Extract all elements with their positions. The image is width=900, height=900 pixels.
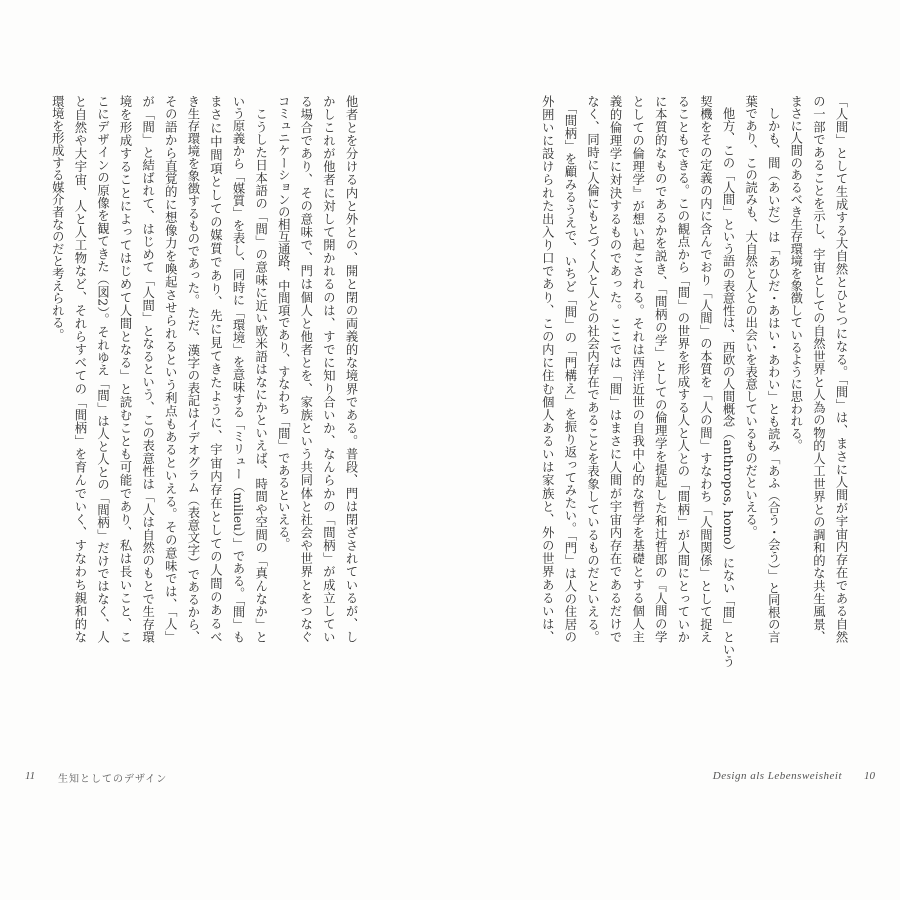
text-column: 他方、この「人間」という語の表意性は、西欧の人間概念（anthropos, homo）にない「間」という xyxy=(721,95,736,668)
text-column: 「人間」として生成する大自然とひとつになる。「間」は、まさに人間が宇宙内存在である自然 xyxy=(834,95,848,643)
text-column: 外囲いに設けられた出入り口であり、この内に住む個人あるいは家族と、外の世界あるいは、 xyxy=(540,95,555,643)
text-column: こにデザインの原像を観てきた（図2）。それゆえ「間」は人と人との「間柄」だけではなく、人 xyxy=(95,95,110,643)
text-column: こうした日本語の「間」の意味に近い欧米語はなにかといえば、時間や空間の「真んなか」と xyxy=(253,95,268,643)
text-column: と自然や大宇宙、人と人工物など、それらすべての「間柄」を育んでいく、すなわち親和的な xyxy=(72,95,87,643)
text-column: の一部であることを示し、宇宙としての自然世界と人為の物的人工世界との調和的な共生風景、 xyxy=(811,95,826,643)
text-column: 「間柄」を顧みるうえで、いちど「間」の「門構え」を振り返ってみたい。「門」は人の住居の xyxy=(562,95,577,643)
text-column: ることもできる。この観点から「間」の世界を形成する人と人との「間柄」が人間にとっていか xyxy=(675,95,690,643)
text-column: まさに中間項としての媒質であり、先に見てきたように、宇宙内存在としての人間のあるべ xyxy=(208,95,223,643)
text-column: に本質的なものであるかを説き、「間柄の学」としての倫理学を提起した和辻哲郎の『人間の学 xyxy=(653,95,668,643)
text-column: 環境を形成する媒介者なのだと考えられる。 xyxy=(50,95,65,341)
running-title-right: Design als Lebensweisheit xyxy=(712,770,842,782)
text-column: き生存環境を象徴するものであった。ただ、漢字の表記はイデオグラム（表意文字）であるから、 xyxy=(185,95,200,643)
text-column: まさに人間のあるべき生存環境を象徴しているように思われる。 xyxy=(788,95,803,452)
text-column: 契機をその定義の内に含んでおり「人間」の本質を「人の間」すなわち「人間関係」として捉え xyxy=(698,95,713,643)
text-column: その語から直覚的に想像力を喚起させられるという利点もあるといえる。その意味では、「人」 xyxy=(163,95,178,643)
text-column: コミュニケーションの相互通路、中間項であり、すなわち「間」であるといえる。 xyxy=(276,95,291,551)
text-column: る場合であり、その意味で、門は個人と他者とを、家族という共同体と社会や世界とをつなぐ xyxy=(298,95,313,643)
text-column: しかも、間（あいだ）は「あひだ・あはい・あわい」とも読み「あふ（合う・会う）」と同根の言 xyxy=(766,95,781,643)
page-number-left: 11 xyxy=(25,770,36,782)
text-column: としての倫理学』が想い起こされる。それは西洋近世の自我中心的な哲学を基礎とする個人主 xyxy=(630,95,645,643)
right-page-body-text xyxy=(536,95,852,668)
text-column: なく、同時に人倫にもとづく人と人との社会内存在であることを表象しているものだといえる。 xyxy=(585,95,600,643)
text-column: が「間」と結ばれて、はじめて「人間」となるという、この表意性は「人は自然のもとで生存環 xyxy=(140,95,155,643)
text-column: かしこれが他者に対して開かれるのは、すでに知り合いか、なんらかの「間柄」が成立してい xyxy=(321,95,336,643)
text-column: 義的倫理学に対決するものであった。ここでは「間」はまさに人間が宇宙内存在であるだけで xyxy=(608,95,623,643)
left-page-body-text xyxy=(46,95,362,643)
running-title-left: 生知としてのデザイン xyxy=(58,774,168,785)
page-number-right: 10 xyxy=(864,770,875,782)
text-column: 他者とを分ける内と外との、開と閉の両義的な境界である。普段、門は閉ざされているが、し xyxy=(344,95,358,643)
text-column: いう原義から「媒質」を表し、同時に「環境」を意味する「ミリュー（milieu）」である。「間」も xyxy=(231,95,246,643)
text-column: 葉であり、この読みも、大自然と人との出会いを表意しているものだといえる。 xyxy=(743,95,758,538)
text-column: 境を形成することによってはじめて人間となる」と読むことも可能であり、私は長いこと、こ xyxy=(118,95,133,643)
